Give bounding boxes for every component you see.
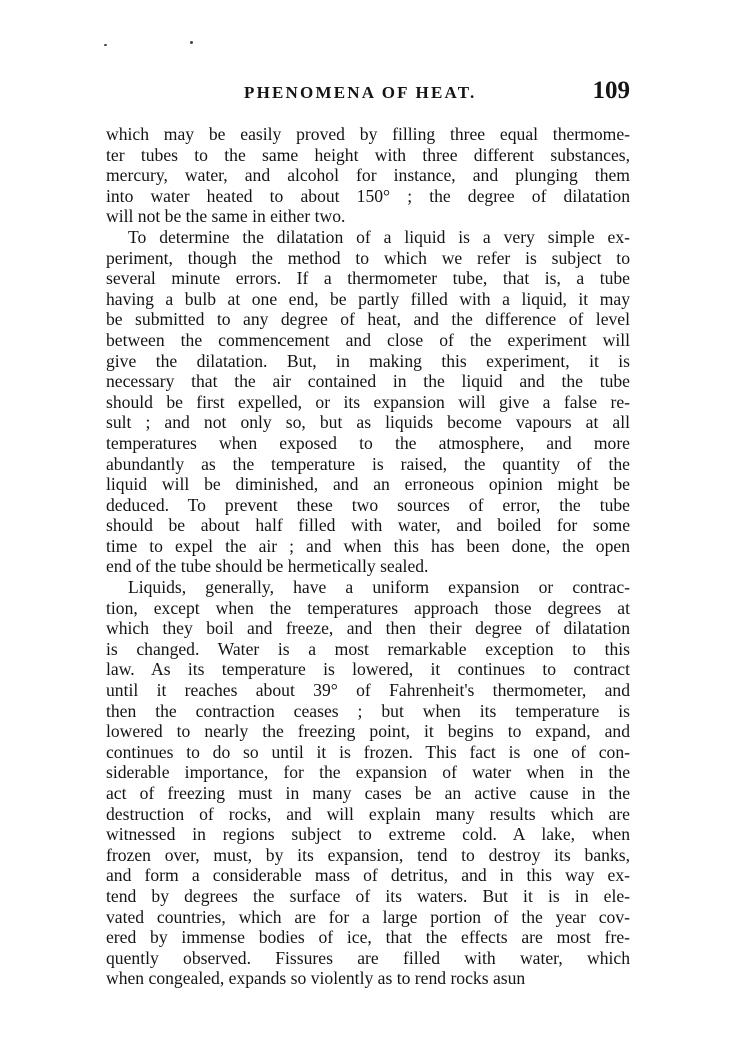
paragraph bbox=[106, 577, 630, 989]
text-line: be submitted to any degree of heat, and the difference of level bbox=[106, 309, 630, 330]
text-line: temperatures when exposed to the atmosphere, and more bbox=[106, 432, 630, 453]
text-line: destruction of rocks, and will explain many results which are bbox=[106, 803, 630, 824]
text-line: siderable importance, for the expansion of water when in the bbox=[106, 762, 630, 783]
text-line: continues to do so until it is frozen. This fact is one of con- bbox=[106, 741, 630, 762]
text-line: vated countries, which are for a large portion of the year cov- bbox=[106, 906, 630, 927]
text-line: will not be the same in either two. bbox=[106, 206, 346, 227]
text-line: sult ; and not only so, but as liquids become vapours at all bbox=[106, 412, 630, 433]
text-line: ter tubes to the same height with three different substances, bbox=[106, 144, 630, 165]
text-line: give the dilatation. But, in making this experiment, it is bbox=[106, 350, 630, 371]
text-line: mercury, water, and alcohol for instance, and plunging them bbox=[106, 165, 630, 186]
text-line: should be first expelled, or its expansion will give a false re- bbox=[106, 391, 630, 412]
print-speck bbox=[190, 41, 193, 44]
text-line: liquid will be diminished, and an erroneous opinion might be bbox=[106, 474, 630, 495]
text-line: Liquids, generally, have a uniform expansion or contrac- bbox=[128, 577, 630, 598]
text-line: and form a considerable mass of detritus, and in this way ex- bbox=[106, 865, 630, 886]
body-text bbox=[106, 124, 630, 989]
text-line: which they boil and freeze, and then their degree of dilatation bbox=[106, 618, 630, 639]
text-line: until it reaches about 39° of Fahrenheit's thermometer, and bbox=[106, 680, 630, 701]
text-line: lowered to nearly the freezing point, it begins to expand, and bbox=[106, 721, 630, 742]
page-header bbox=[106, 77, 630, 110]
text-line: time to expel the air ; and when this has been done, the open bbox=[106, 535, 630, 556]
text-line: several minute errors. If a thermometer tube, that is, a tube bbox=[106, 268, 630, 289]
text-line: when congealed, expands so violently as to rend rocks asun bbox=[106, 968, 526, 989]
text-line: periment, though the method to which we refer is subject to bbox=[106, 247, 630, 268]
paragraph bbox=[106, 124, 630, 227]
text-line: witnessed in regions subject to extreme cold. A lake, when bbox=[106, 824, 630, 845]
text-line: between the commencement and close of the experiment will bbox=[106, 329, 630, 350]
text-line: end of the tube should be hermetically sealed. bbox=[106, 556, 429, 577]
paragraph bbox=[106, 227, 630, 577]
text-line: should be about half filled with water, and boiled for some bbox=[106, 515, 630, 536]
text-line: tion, except when the temperatures approach those degrees at bbox=[106, 597, 630, 618]
text-line: into water heated to about 150° ; the degree of dilatation bbox=[106, 185, 630, 206]
page-number: 109 bbox=[592, 77, 630, 104]
print-speck bbox=[104, 44, 107, 46]
text-line: tend by degrees the surface of its waters. But it is in ele- bbox=[106, 885, 630, 906]
running-head: PHENOMENA OF HEAT. bbox=[244, 83, 477, 102]
text-line: then the contraction ceases ; but when its temperature is bbox=[106, 700, 630, 721]
text-line: having a bulb at one end, be partly filled with a liquid, it may bbox=[106, 288, 630, 309]
text-line: necessary that the air contained in the liquid and the tube bbox=[106, 371, 630, 392]
text-line: is changed. Water is a most remarkable exception to this bbox=[106, 638, 630, 659]
text-line: which may be easily proved by filling three equal thermome- bbox=[106, 124, 630, 144]
text-line: deduced. To prevent these two sources of error, the tube bbox=[106, 494, 630, 515]
text-line: abundantly as the temperature is raised, the quantity of the bbox=[106, 453, 630, 474]
text-line: act of freezing must in many cases be an active cause in the bbox=[106, 783, 630, 803]
text-line: ered by immense bodies of ice, that the effects are most fre- bbox=[106, 927, 630, 948]
text-line: quently observed. Fissures are filled with water, which bbox=[106, 947, 630, 968]
text-line: To determine the dilatation of a liquid is a very simple ex- bbox=[128, 226, 630, 247]
text-line: law. As its temperature is lowered, it continues to contract bbox=[106, 659, 630, 680]
text-line: frozen over, must, by its expansion, tend to destroy its banks, bbox=[106, 844, 630, 865]
